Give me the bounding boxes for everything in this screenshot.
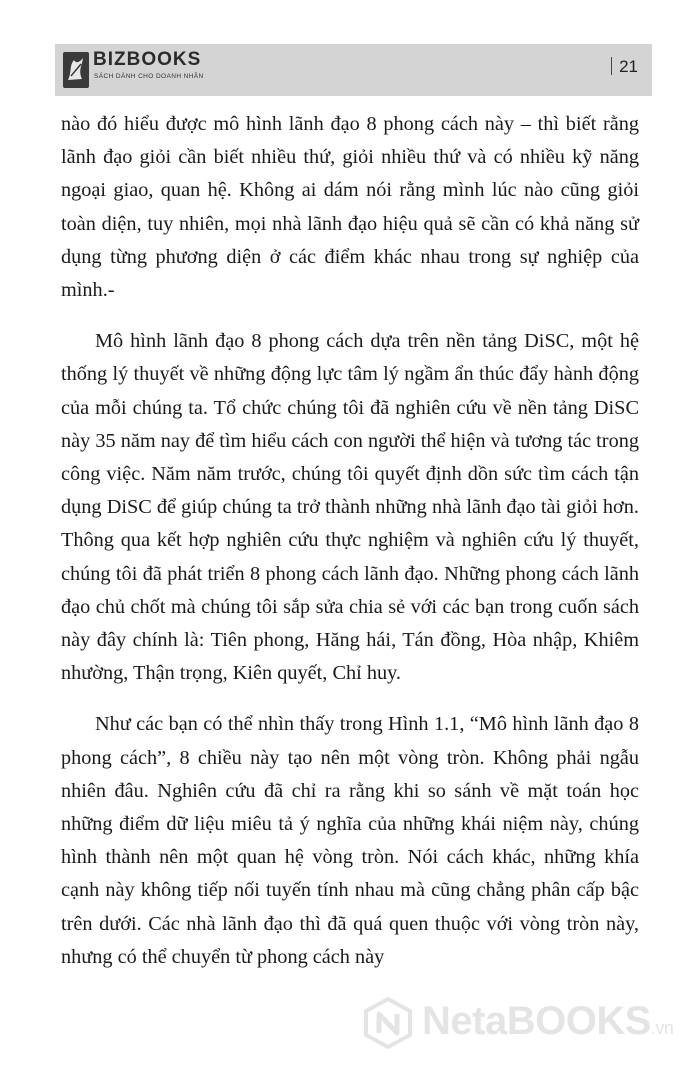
brand-name: BIZBOOKS xyxy=(93,49,202,70)
paragraph: Mô hình lãnh đạo 8 phong cách dựa trên nền tảng DiSC, một hệ thống lý thuyết về những động lực tâm lý ngầm ẩn thúc đẩy hành động của mỗi chúng ta. Tổ chức chúng tôi đã nghiên cứu về nền tảng DiSC này 35 năm nay để tìm hiểu cách con người thể hiện và tương tác trong công việc. Năm năm trước, chúng tôi quyết định dồn sức tìm cách tận dụng DiSC để giúp chúng ta trở thành những nhà lãnh đạo tài giỏi hơn. Thông qua kết hợp nghiên cứu thực nghiệm và nghiên cứu lý thuyết, chúng tôi đã phát triển 8 phong cách lãnh đạo. Những phong cách lãnh đạo chủ chốt mà chúng tôi sắp sửa chia sẻ với các bạn trong cuốn sách này đây chính là: Tiên phong, Hăng hái, Tán đồng, Hòa nhập, Khiêm nhường, Thận trọng, Kiên quyết, Chỉ huy. xyxy=(61,330,639,685)
watermark-brand: NetaBOOKS xyxy=(422,999,651,1043)
bizbooks-logo-icon xyxy=(63,52,89,88)
page-number xyxy=(611,57,638,77)
page-number-divider xyxy=(611,57,612,75)
watermark-suffix: .vn xyxy=(650,1018,674,1038)
page-number-value: 21 xyxy=(619,57,638,76)
page-header xyxy=(55,44,652,96)
watermark-text xyxy=(422,999,673,1044)
brand-tagline: SÁCH DÀNH CHO DOANH NHÂN xyxy=(94,73,204,80)
n-hexagon-icon xyxy=(362,997,414,1049)
paragraph: Như các bạn có thể nhìn thấy trong Hình 1.1, “Mô hình lãnh đạo 8 phong cách”, 8 chiều này tạo nên một vòng tròn. Không phải ngẫu nhiên đâu. Nghiên cứu đã chỉ ra rằng khi so sánh về mặt toán học những điểm dữ liệu miêu tả ý nghĩa của những khái niệm này, chúng hình thành nên một quan hệ vòng tròn. Nói cách khác, những khía cạnh này không tiếp nối tuyến tính nhau mà cũng chẳng phân cấp bậc trên dưới. Các nhà lãnh đạo thì đã quá quen thuộc với vòng tròn này, nhưng có thể chuyển từ phong cách này xyxy=(61,713,639,968)
netabooks-watermark xyxy=(362,993,682,1053)
body-text xyxy=(61,108,639,992)
paragraph: nào đó hiểu được mô hình lãnh đạo 8 phong cách này – thì biết rằng lãnh đạo giỏi cần biết nhiều thứ, giỏi nhiều thứ và có nhiều kỹ năng ngoại giao, quan hệ. Không ai dám nói rằng mình lúc nào cũng giỏi toàn diện, tuy nhiên, mọi nhà lãnh đạo hiệu quả sẽ cần có khả năng sử dụng từng phương diện ở các điểm khác nhau trong sự nghiệp của mình.- xyxy=(61,113,639,302)
